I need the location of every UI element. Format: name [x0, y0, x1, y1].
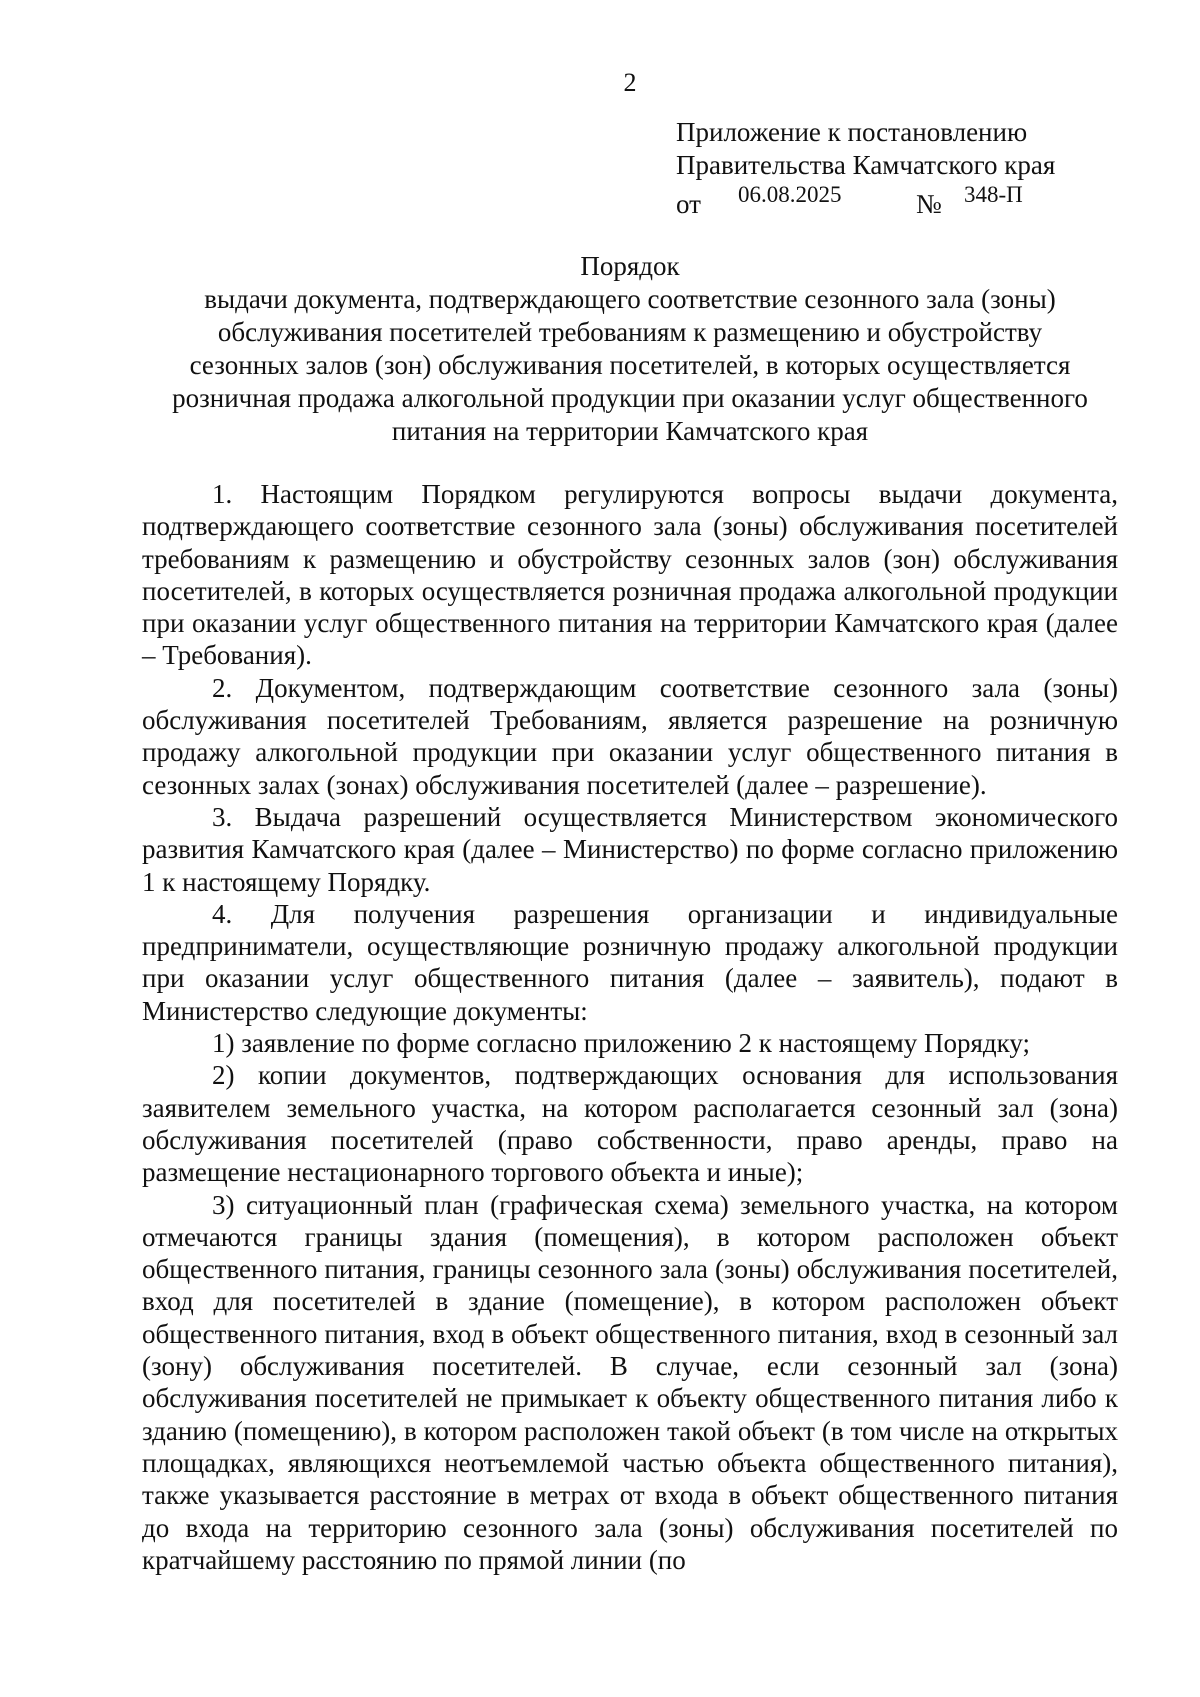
paragraph-3: 3. Выдача разрешений осуществляется Министерством экономического развития Камчатского края (далее – Министерство) по форме согласно приложению 1 к настоящему Порядку.	[142, 801, 1118, 897]
paragraph-4-item-1: 1) заявление по форме согласно приложению 2 к настоящему Порядку;	[212, 1028, 1031, 1059]
from-label: от	[676, 189, 701, 219]
number-label: №	[916, 189, 942, 219]
paragraph-1: 1. Настоящим Порядком регулируются вопросы выдачи документа, подтверждающего соответствие сезонного зала (зоны) обслуживания посетителей требованиям к размещению и обустройству сезонных залов (зон) обслуживания посетителей, в которых осуществляется розничная продажа алкогольной продукции при оказании услуг общественного питания на территории Камчатского края (далее – Требования).	[142, 479, 1118, 671]
paragraph-2: 2. Документом, подтверждающим соответствие сезонного зала (зоны) обслуживания посетителей Требованиям, является разрешение на розничную продажу алкогольной продукции при оказании услуг общественного питания в сезонных залах (зонах) обслуживания посетителей (далее – разрешение).	[142, 672, 1118, 800]
title-line: обслуживания посетителей требованиям к размещению и обустройству	[217, 317, 1043, 347]
appendix-line-1: Приложение к постановлению	[676, 117, 1028, 147]
document-title	[120, 250, 1140, 448]
paragraph-4: 4. Для получения разрешения организации и индивидуальные предприниматели, осуществляющие розничную продажу алкогольной продукции при оказании услуг общественного питания (далее – заявитель), подают в Министерство следующие документы:	[142, 898, 1118, 1026]
resolution-number: 348-П	[964, 182, 1023, 207]
paragraph-4-item-3: 3) ситуационный план (графическая схема) земельного участка, на котором отмечаются границы здания (помещения), в котором расположен объект общественного питания, границы сезонного зала (зоны) обслуживания посетителей, вход для посетителей в здание (помещение), в котором расположен объект общественного питания, вход в объект общественного питания, вход в сезонный зал (зону) обслуживания посетителей. В случае, если сезонный зал (зона) обслуживания посетителей не примыкает к объекту общественного питания либо к зданию (помещению), в котором расположен такой объект (в том числе на открытых площадках, являющихся неотъемлемой частью объекта общественного питания), также указывается расстояние в метрах от входа в объект общественного питания до входа на территорию сезонного зала (зоны) обслуживания посетителей по кратчайшему расстоянию по прямой линии (по	[142, 1189, 1118, 1575]
title-line: розничная продажа алкогольной продукции при оказании услуг общественного	[172, 383, 1088, 413]
page-number: 2	[623, 68, 637, 97]
title-line: выдачи документа, подтверждающего соответствие сезонного зала (зоны)	[204, 284, 1056, 314]
appendix-header	[676, 116, 1056, 219]
title-line: питания на территории Камчатского края	[391, 416, 869, 446]
resolution-date: 06.08.2025	[738, 182, 842, 207]
title-line: сезонных залов (зон) обслуживания посетителей, в которых осуществляется	[189, 350, 1071, 380]
title-heading: Порядок	[580, 251, 680, 281]
paragraph-4-item-2: 2) копии документов, подтверждающих основания для использования заявителем земельного участка, на котором располагается сезонный зал (зона) обслуживания посетителей (право собственности, право аренды, право на размещение нестационарного торгового объекта и иные);	[142, 1060, 1118, 1188]
appendix-line-2: Правительства Камчатского края	[676, 150, 1056, 180]
document-body	[142, 478, 1118, 1576]
appendix-date-row	[676, 182, 1055, 219]
